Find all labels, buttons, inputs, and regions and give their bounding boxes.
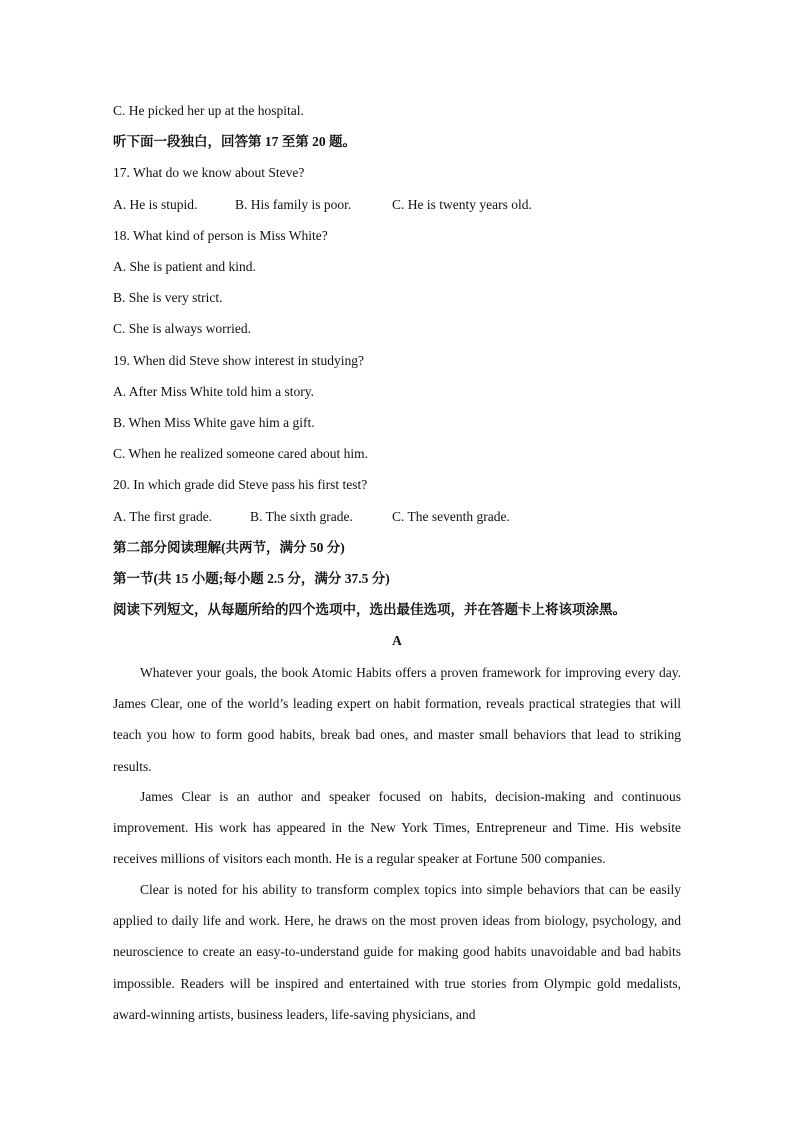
- part2-title: 第二部分阅读理解(共两节，满分 50 分): [113, 540, 345, 555]
- passage-paragraph-3: Clear is noted for his ability to transform complex topics into simple behaviors that can be easily applied to daily life and work. Here, he draws on the most proven ideas from biology, psychology, and neuroscience to create an easy-to-understand guide for making good habits unavoidable and bad habits impossible. Readers will be inspired and entertained with true stories from Olympic gold medalists, award-winning artists, business leaders, life-saving physicians, and: [113, 882, 681, 1022]
- q18-question: 18. What kind of person is Miss White?: [113, 228, 328, 243]
- q19-option-a: A. After Miss White told him a story.: [113, 384, 314, 399]
- passage-label: A: [392, 633, 402, 648]
- q20-question: 20. In which grade did Steve pass his first test?: [113, 477, 368, 492]
- q17-option-c: C. He is twenty years old.: [392, 197, 532, 212]
- q20-option-a: A. The first grade.: [113, 509, 213, 524]
- part2-section1-title: 第一节(共 15 小题;每小题 2.5 分，满分 37.5 分): [113, 571, 390, 586]
- q19-option-c: C. When he realized someone cared about him.: [113, 446, 369, 461]
- q17-option-a: A. He is stupid.: [113, 197, 198, 212]
- passage-paragraph-1: Whatever your goals, the book Atomic Habits offers a proven framework for improving every day. James Clear, one of the world’s leading expert on habit formation, reveals practical strategies that will teach you how to form good habits, break bad ones, and master small behaviors that lead to striking results.: [113, 665, 681, 774]
- q17-option-b: B. His family is poor.: [235, 197, 352, 212]
- part2-instructions: 阅读下列短文，从每题所给的四个选项中，选出最佳选项，并在答题卡上将该项涂黑。: [113, 602, 626, 617]
- q19-question: 19. When did Steve show interest in studying?: [113, 353, 364, 368]
- q16-option-c: C. He picked her up at the hospital.: [113, 103, 304, 118]
- q18-option-c: C. She is always worried.: [113, 321, 251, 336]
- q20-option-b: B. The sixth grade.: [250, 509, 353, 524]
- q20-option-c: C. The seventh grade.: [392, 509, 510, 524]
- section-monologue-heading: 听下面一段独白，回答第 17 至第 20 题。: [113, 134, 356, 149]
- passage-paragraph-2: James Clear is an author and speaker focused on habits, decision-making and continuous improvement. His work has appeared in the New York Times, Entrepreneur and Time. His website receives millions of visitors each month. He is a regular speaker at Fortune 500 companies.: [113, 789, 681, 867]
- q18-option-a: A. She is patient and kind.: [113, 259, 256, 274]
- q18-option-b: B. She is very strict.: [113, 290, 223, 305]
- q19-option-b: B. When Miss White gave him a gift.: [113, 415, 315, 430]
- q17-question: 17. What do we know about Steve?: [113, 165, 305, 180]
